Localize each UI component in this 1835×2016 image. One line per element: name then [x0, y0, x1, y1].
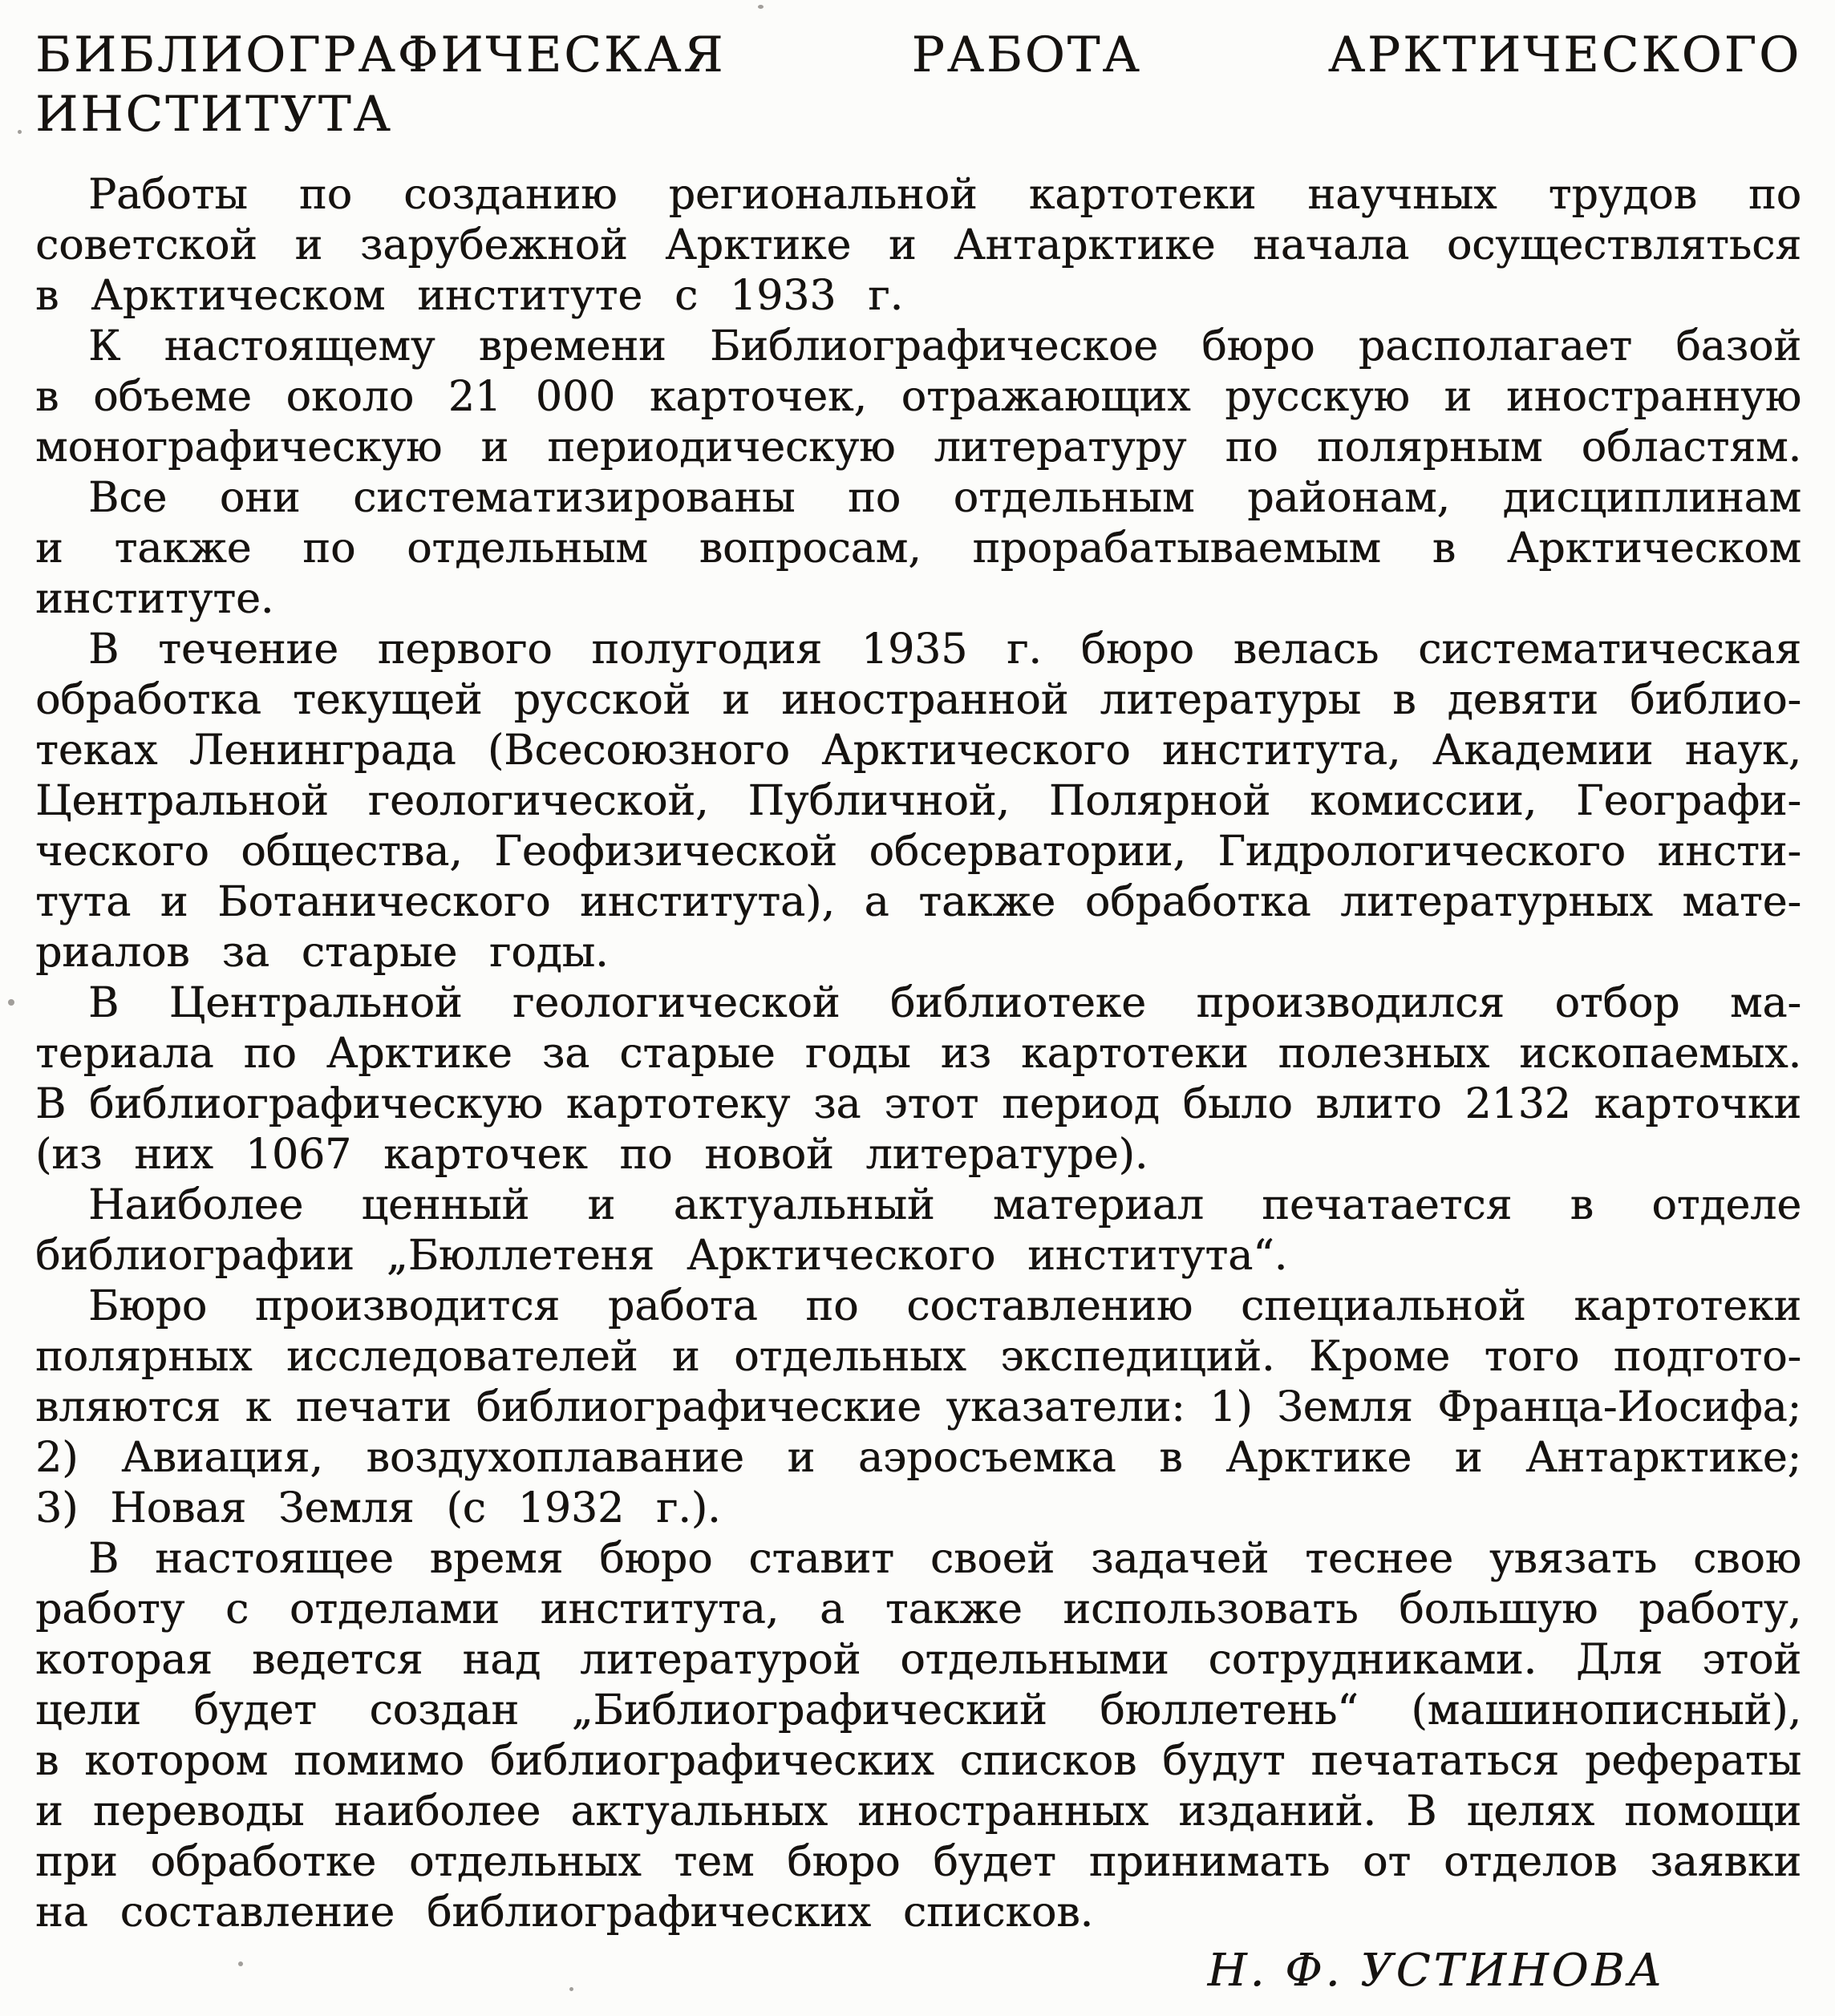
- paragraph: [35, 1281, 1801, 1534]
- text-line: Бюро производится работа по составлению специальной картотеки: [88, 1282, 1801, 1330]
- text-line: и также по отдельным вопросам, прорабатываемым в Арктическом: [35, 524, 1801, 573]
- paragraph: [35, 1534, 1801, 1938]
- scan-speck: [238, 1961, 243, 1966]
- text-line: 2) Авиация, воздухоплавание и аэросъемка в Арктике и Антарктике;: [35, 1434, 1801, 1482]
- author-signature: Н. Ф. УСТИНОВА: [1207, 1945, 1665, 1997]
- paragraph: [35, 322, 1801, 473]
- text-line: вляются к печати библиографические указатели: 1) Земля Франца-Иосифа;: [35, 1383, 1801, 1431]
- text-line: в котором помимо библиографических списков будут печататься рефераты: [35, 1737, 1801, 1785]
- text-line: монографическую и периодическую литературу по полярным областям.: [35, 423, 1801, 472]
- text-line: работу с отделами института, а также использовать большую работу,: [35, 1585, 1801, 1633]
- paragraph: [35, 170, 1801, 322]
- text-line: теках Ленинграда (Всесоюзного Арктического института, Академии наук,: [35, 727, 1801, 775]
- text-line: на составление библиографических списков.: [35, 1888, 1094, 1937]
- text-line: в объеме около 21 000 карточек, отражающих русскую и иностранную: [35, 373, 1801, 421]
- text-line: обработка текущей русской и иностранной литературы в девяти библио-: [35, 676, 1801, 724]
- text-line: институте.: [35, 575, 274, 623]
- scan-speck: [8, 999, 14, 1006]
- text-line: советской и зарубежной Арктике и Антарктике начала осуществляться: [35, 221, 1801, 269]
- text-line: (из них 1067 карточек по новой литературе).: [35, 1131, 1148, 1179]
- text-line: К настоящему времени Библиографическое бюро располагает базой: [88, 322, 1801, 370]
- paragraph: [35, 473, 1801, 625]
- text-line: при обработке отдельных тем бюро будет принимать от отделов заявки: [35, 1838, 1801, 1886]
- scan-speck: [758, 5, 764, 9]
- scan-speck: [569, 1987, 573, 1991]
- text-line: териала по Арктике за старые годы из картотеки полезных ископаемых.: [35, 1030, 1801, 1078]
- text-line: Наиболее ценный и актуальный материал печатается в отделе: [88, 1181, 1801, 1229]
- text-line: и переводы наиболее актуальных иностранных изданий. В целях помощи: [35, 1787, 1801, 1836]
- text-line: ческого общества, Геофизической обсерватории, Гидрологического инсти-: [35, 828, 1801, 876]
- scan-speck: [18, 130, 22, 134]
- text-line: полярных исследователей и отдельных экспедиций. Кроме того подгото-: [35, 1333, 1801, 1381]
- text-line: 3) Новая Земля (с 1932 г.).: [35, 1484, 721, 1532]
- text-line: тута и Ботанического института), а также обработка литературных мате-: [35, 878, 1801, 926]
- text-line: Работы по созданию региональной картотеки научных трудов по: [88, 171, 1801, 219]
- text-line: В Центральной геологической библиотеке производился отбор ма-: [88, 979, 1801, 1027]
- text-line: В настоящее время бюро ставит своей задачей теснее увязать свою: [88, 1535, 1801, 1583]
- paragraph: [35, 625, 1801, 978]
- paragraph: [35, 978, 1801, 1180]
- article-title: БИБЛИОГРАФИЧЕСКАЯ РАБОТА АРКТИЧЕСКОГО ИНСТИТУТА: [35, 26, 1801, 143]
- paragraph: [35, 1180, 1801, 1281]
- text-line: В библиографическую картотеку за этот период было влито 2132 карточки: [35, 1080, 1801, 1128]
- text-line: Центральной геологической, Публичной, Полярной комиссии, Географи-: [35, 777, 1801, 825]
- text-line: которая ведется над литературой отдельными сотрудниками. Для этой: [35, 1636, 1801, 1684]
- text-line: Все они систематизированы по отдельным районам, дисциплинам: [88, 474, 1801, 522]
- text-line: риалов за старые годы.: [35, 929, 609, 977]
- text-line: цели будет создан „Библиографический бюллетень“ (машинописный),: [35, 1686, 1801, 1735]
- text-line: в Арктическом институте с 1933 г.: [35, 272, 904, 320]
- text-line: В течение первого полугодия 1935 г. бюро велась систематическая: [88, 625, 1801, 674]
- text-line: библиографии „Бюллетеня Арктического института“.: [35, 1232, 1288, 1280]
